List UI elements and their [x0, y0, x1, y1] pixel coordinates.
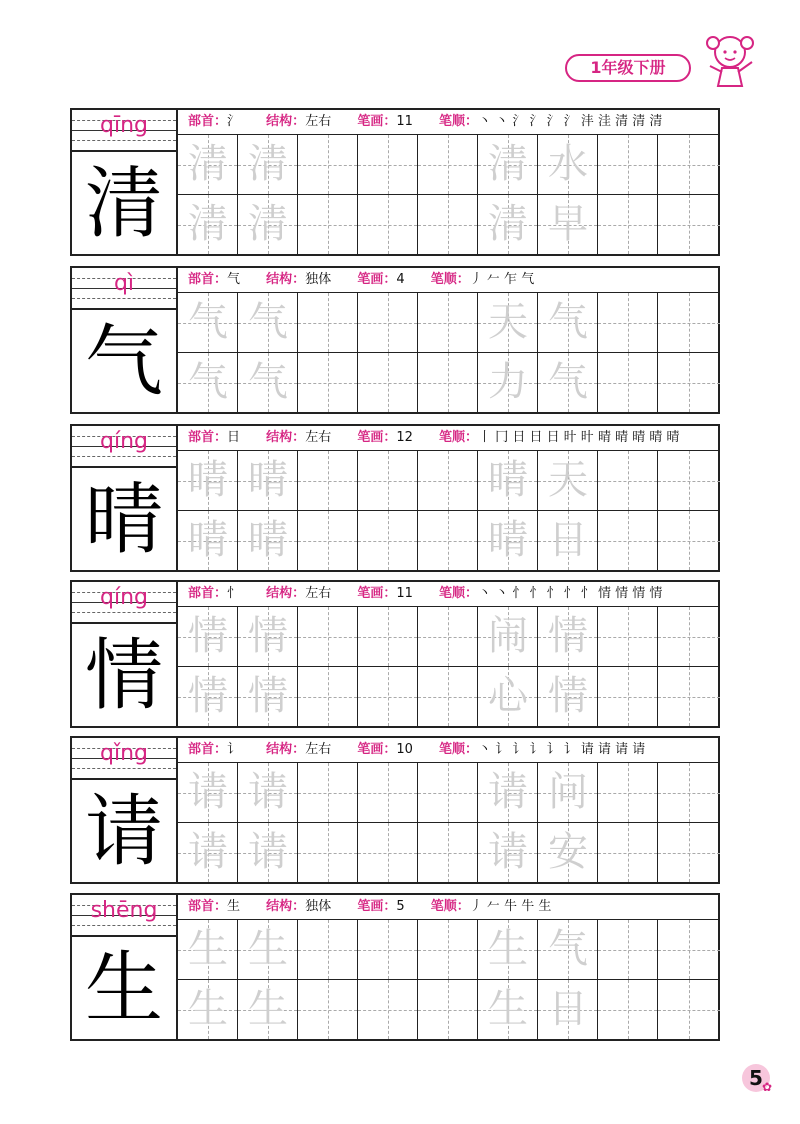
pinyin: qǐng — [100, 741, 148, 766]
page-number: 5 — [742, 1064, 770, 1092]
char-info: 部首：忄 结构：左右 笔画：11 笔顺：丶 丶 忄 忄 忄 忄 忄 情 情 情 情 — [178, 582, 718, 607]
practice-grid[interactable]: 请 请 请 问 请 请 请 安 — [178, 763, 718, 882]
char-block — [70, 736, 720, 884]
model-character: 情 — [84, 631, 163, 721]
char-block — [70, 266, 720, 414]
pinyin: shēng — [90, 898, 158, 923]
practice-grid[interactable]: 清 清 清 水 清 清 清 早 — [178, 135, 718, 254]
pinyin: qì — [113, 271, 135, 296]
pinyin: qíng — [100, 585, 148, 610]
model-character: 气 — [84, 317, 163, 407]
char-block — [70, 108, 720, 256]
char-block — [70, 893, 720, 1041]
char-block — [70, 424, 720, 572]
model-character: 请 — [84, 787, 163, 877]
model-character: 清 — [84, 159, 163, 249]
char-block — [70, 580, 720, 728]
practice-grid[interactable]: 生 生 生 气 生 生 生 日 — [178, 920, 718, 1039]
char-info: 部首：生 结构：独体 笔画：5 笔顺：丿 𠂉 牛 牛 生 — [178, 895, 718, 920]
practice-grid[interactable]: 晴 晴 晴 天 晴 晴 晴 日 — [178, 451, 718, 570]
practice-grid[interactable]: 气 气 天 气 气 气 力 气 — [178, 293, 718, 412]
pinyin: qīng — [100, 113, 148, 138]
char-info: 部首：日 结构：左右 笔画：12 笔顺：丨 冂 日 日 日 旪 旪 晴 晴 晴 晴 晴 — [178, 426, 718, 451]
char-info: 部首：讠 结构：左右 笔画：10 笔顺：丶 讠 讠 讠 讠 讠 请 请 请 请 — [178, 738, 718, 763]
char-info: 部首：气 结构：独体 笔画：4 笔顺：丿 𠂉 乍 气 — [178, 268, 718, 293]
practice-grid[interactable]: 情 情 闹 情 情 情 心 情 — [178, 607, 718, 726]
girl-mascot-icon — [700, 30, 760, 92]
star-icon: ✿ — [762, 1080, 773, 1094]
model-character: 晴 — [84, 475, 163, 565]
model-character: 生 — [84, 944, 163, 1034]
char-info: 部首：氵 结构：左右 笔画：11 笔顺：丶 丶 氵 氵 氵 氵 沣 洼 清 清 清 — [178, 110, 718, 135]
grade-badge: 1年级下册 — [565, 54, 691, 82]
pinyin: qíng — [100, 429, 148, 454]
